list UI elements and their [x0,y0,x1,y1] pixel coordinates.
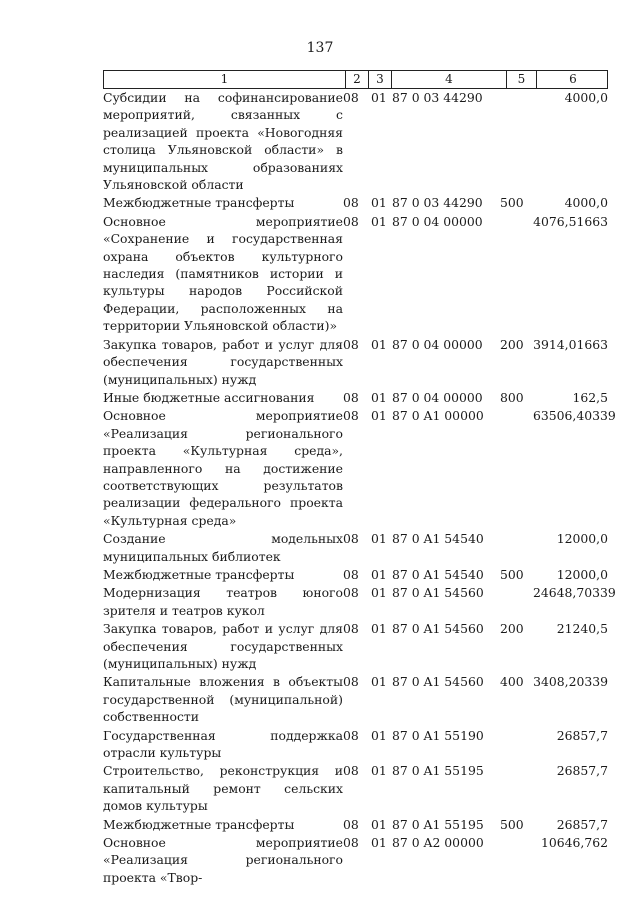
row-expense-type-code [500,89,533,193]
row-subsection-code: 01 [371,816,387,832]
row-name: Основное мероприятие «Сохранение и государственная охрана объектов культурного наследия (памятников истории и культуры народов Российской Федерации, расположенных на территории Ульяновской области)» [103,213,343,334]
table-row [103,407,616,529]
row-name: Закупка товаров, работ и услуг для обеспечения государственных (муниципальных) нужд [103,336,343,387]
row-name: Межбюджетные трансферты [103,816,295,832]
row-name: Строительство, реконструкция и капитальный ремонт сельских домов культуры [103,763,343,814]
row-name: Иные бюджетные ассигнования [103,389,315,405]
row-amount: 12000,0 [556,566,608,582]
row-name: Межбюджетные трансферты [103,195,295,211]
row-name: Основное мероприятие «Реализация регионального проекта «Твор- [103,835,343,885]
row-target-article-code: 87 0 A2 00000 [392,835,484,851]
header-col-4: 4 [392,71,507,88]
row-section-code: 08 [343,213,359,229]
row-section-code: 08 [343,195,359,211]
row-target-article-code: 87 0 A1 55190 [392,727,484,743]
table-row [103,389,608,406]
table-row [103,816,608,833]
row-section-code: 08 [343,389,359,405]
table-body [103,89,616,886]
table-row [103,584,616,619]
row-name: Модернизация театров юного зрителя и театров кукол [103,585,343,618]
row-expense-type-code: 500 [500,566,524,582]
row-name: Основное мероприятие «Реализация регионального проекта «Культурная среда», направленного на достижение соответствующих результатов реализации федерального проекта «Культурная среда» [103,408,343,528]
row-name: Закупка товаров, работ и услуг для обеспечения государственных (муниципальных) нужд [103,621,343,671]
row-target-article-code: 87 0 A1 54540 [392,566,484,582]
row-name: Межбюджетные трансферты [103,566,295,582]
row-subsection-code: 01 [371,621,387,637]
row-amount: 3408,20339 [533,674,608,690]
row-subsection-code: 01 [371,408,387,424]
row-expense-type-code [500,727,533,762]
row-amount: 24648,70339 [533,585,616,601]
row-amount: 26857,7 [556,816,608,832]
row-subsection-code: 01 [371,585,387,601]
row-expense-type-code: 200 [500,621,524,637]
row-section-code: 08 [343,585,359,601]
row-section-code: 08 [343,835,359,851]
row-target-article-code: 87 0 A1 55195 [392,816,484,832]
row-section-code: 08 [343,336,359,352]
row-target-article-code: 87 0 04 00000 [392,389,483,405]
row-expense-type-code [500,584,533,619]
row-amount: 26857,7 [556,763,608,779]
row-expense-type-code: 200 [500,336,524,352]
row-expense-type-code: 400 [500,674,524,690]
table-row [103,620,608,672]
budget-table [103,70,616,887]
row-amount: 162,5 [572,389,608,405]
header-col-2: 2 [346,71,369,88]
table-row [103,673,608,725]
row-section-code: 08 [343,763,359,779]
row-section-code: 08 [343,621,359,637]
row-amount: 10646,762 [540,835,608,851]
row-section-code: 08 [343,816,359,832]
row-section-code: 08 [343,90,359,105]
row-subsection-code: 01 [371,763,387,779]
row-subsection-code: 01 [371,727,387,743]
row-expense-type-code: 800 [500,389,524,405]
row-target-article-code: 87 0 A1 54540 [392,531,484,547]
row-expense-type-code: 500 [500,816,524,832]
row-amount: 4000,0 [564,195,608,211]
row-target-article-code: 87 0 03 44290 [392,90,483,105]
page-number: 137 [306,40,334,56]
row-amount: 21240,5 [556,621,608,637]
row-target-article-code: 87 0 A1 54560 [392,585,484,601]
row-amount: 12000,0 [556,531,608,547]
row-subsection-code: 01 [371,674,387,690]
row-target-article-code: 87 0 A1 54560 [392,674,484,690]
row-subsection-code: 01 [371,531,387,547]
row-subsection-code: 01 [371,835,387,851]
table-row [103,762,608,814]
row-subsection-code: 01 [371,389,387,405]
row-subsection-code: 01 [371,195,387,211]
row-expense-type-code [500,834,533,886]
header-col-1: 1 [104,71,346,88]
row-amount: 26857,7 [556,727,608,743]
row-name: Субсидии на софинансирование мероприятий, связанных с реализацией проекта «Новогодняя столица Ульяновской области» в муниципальных образованиях Ульяновской области [103,90,343,193]
header-col-3: 3 [369,71,392,88]
row-target-article-code: 87 0 A1 55195 [392,763,484,779]
table-row [103,834,608,886]
row-expense-type-code [500,530,533,565]
row-subsection-code: 01 [371,336,387,352]
table-row [103,727,608,762]
row-expense-type-code [500,407,533,529]
row-target-article-code: 87 0 04 00000 [392,213,483,229]
row-subsection-code: 01 [371,213,387,229]
table-row [103,566,608,583]
row-target-article-code: 87 0 03 44290 [392,195,483,211]
table-row [103,336,608,388]
row-amount: 4000,0 [564,90,608,105]
row-section-code: 08 [343,408,359,424]
row-expense-type-code [500,213,533,335]
table-row [103,213,608,335]
table-row [103,530,608,565]
row-section-code: 08 [343,531,359,547]
row-target-article-code: 87 0 A1 54560 [392,621,484,637]
row-name: Капитальные вложения в объекты государственной (муниципальной) собственности [103,674,343,725]
row-target-article-code: 87 0 A1 00000 [392,408,484,424]
row-section-code: 08 [343,727,359,743]
row-amount: 3914,01663 [533,336,608,352]
row-target-article-code: 87 0 04 00000 [392,336,483,352]
row-name: Государственная поддержка отрасли культуры [103,727,343,761]
row-subsection-code: 01 [371,566,387,582]
header-col-6: 6 [569,72,577,86]
table-header [103,70,608,89]
row-expense-type-code [500,762,533,814]
row-section-code: 08 [343,674,359,690]
row-section-code: 08 [343,566,359,582]
row-subsection-code: 01 [371,90,387,105]
row-expense-type-code: 500 [500,195,524,211]
row-amount: 4076,51663 [533,213,608,229]
row-name: Создание модельных муниципальных библиотек [103,531,343,564]
header-col-5: 5 [507,71,537,88]
table-row [103,89,608,193]
table-row [103,194,608,211]
row-amount: 63506,40339 [533,408,616,424]
